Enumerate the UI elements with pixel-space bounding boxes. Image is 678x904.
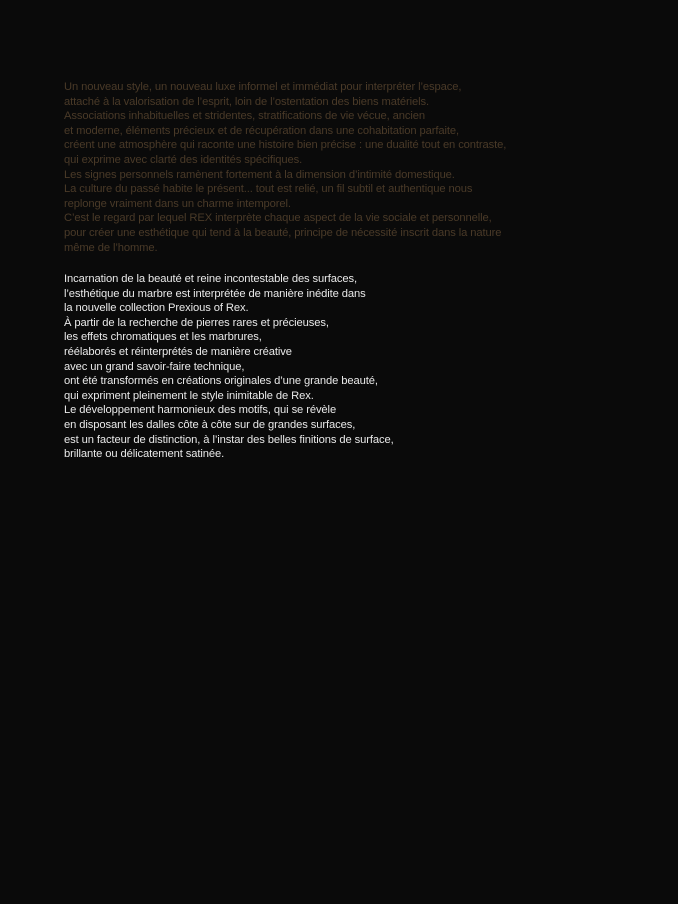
body-line: À partir de la recherche de pierres rares et précieuses,	[64, 316, 329, 329]
body-line: réélaborés et réinterprétés de manière créative	[64, 345, 292, 358]
body-line: brillante ou délicatement satinée.	[64, 448, 225, 461]
intro-line: La culture du passé habite le présent... tout est relié, un fil subtil et authentique nous	[64, 183, 473, 196]
intro-line: même de l’homme.	[64, 241, 158, 254]
body-line: ont été transformés en créations originales d’une grande beauté,	[64, 375, 378, 388]
body-line: en disposant les dalles côte à côte sur de grandes surfaces,	[64, 418, 356, 431]
intro-paragraph	[64, 80, 506, 255]
body-line: Le développement harmonieux des motifs, qui se révèle	[64, 404, 337, 417]
intro-line: Associations inhabituelles et stridentes, stratifications de vie vécue, ancien	[64, 110, 425, 123]
intro-line: Les signes personnels ramènent fortement à la dimension d’intimité domestique.	[64, 168, 455, 181]
intro-line: qui exprime avec clarté des identités spécifiques.	[64, 153, 303, 166]
intro-line: attaché à la valorisation de l’esprit, loin de l’ostentation des biens matériels.	[64, 95, 430, 108]
intro-line: Un nouveau style, un nouveau luxe informel et immédiat pour interpréter l’espace,	[64, 81, 462, 93]
body-line: Incarnation de la beauté et reine incontestable des surfaces,	[64, 273, 358, 285]
intro-line: pour créer une esthétique qui tend à la beauté, principe de nécessité inscrit dans la nature	[64, 226, 502, 239]
intro-line: replonge vraiment dans un charme intemporel.	[64, 197, 291, 210]
body-line: les effets chromatiques et les marbrures,	[64, 331, 262, 344]
body-line: qui expriment pleinement le style inimitable de Rex.	[64, 389, 314, 402]
body-paragraph	[64, 272, 394, 462]
body-line: l’esthétique du marbre est interprétée de manière inédite dans	[64, 287, 366, 300]
intro-line: et moderne, éléments précieux et de récupération dans une cohabitation parfaite,	[64, 124, 460, 137]
body-line: la nouvelle collection Prexious of Rex.	[64, 302, 249, 315]
body-line: est un facteur de distinction, à l’instar des belles finitions de surface,	[64, 433, 394, 446]
intro-line: créent une atmosphère qui raconte une histoire bien précise : une dualité tout en contraste,	[64, 139, 507, 152]
intro-line: C’est le regard par lequel REX interprète chaque aspect de la vie sociale et personnelle,	[64, 212, 492, 225]
body-line: avec un grand savoir-faire technique,	[64, 360, 245, 373]
